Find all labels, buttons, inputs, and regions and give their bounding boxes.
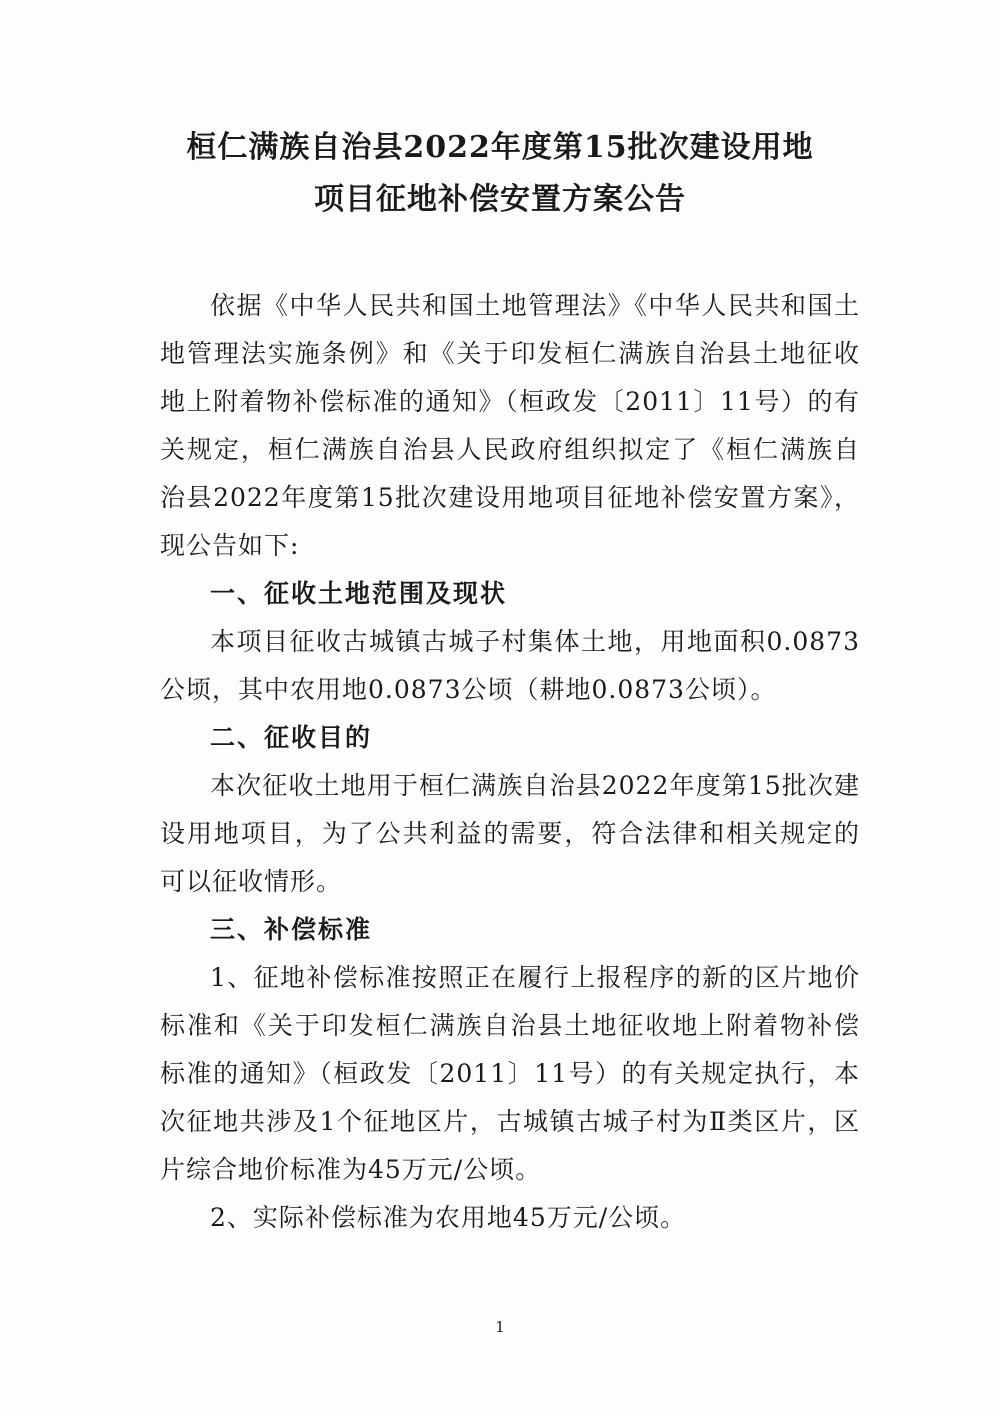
document-body (160, 282, 860, 1242)
page-number: 1 (495, 1318, 505, 1336)
intro-paragraph: 依据《中华人民共和国土地管理法》《中华人民共和国土地管理法实施条例》和《关于印发桓仁满族自治县土地征收地上附着物补偿标准的通知》（桓政发〔2011〕11号）的有关规定，桓仁满族自治县人民政府组织拟定了《桓仁满族自治县2022年度第15批次建设用地项目征地补偿安置方案》，现公告如下: (160, 291, 860, 560)
section-heading-1: 一、征收土地范围及现状 (210, 579, 508, 608)
section-3-paragraph-2: 2、实际补偿标准为农用地45万元/公顷。 (210, 1203, 687, 1232)
section-heading-3: 三、补偿标准 (210, 915, 373, 944)
section-3-paragraph-1: 1、征地补偿标准按照正在履行上报程序的新的区片地价标准和《关于印发桓仁满族自治县土地征收地上附着物补偿标准的通知》（桓政发〔2011〕11号）的有关规定执行，本次征地共涉及1个征地区片，古城镇古城子村为Ⅱ类区片，区片综合地价标准为45万元/公顷。 (160, 963, 860, 1184)
document-title-line2: 项目征地补偿安置方案公告 (314, 182, 686, 217)
section-heading-2: 二、征收目的 (210, 723, 373, 752)
document-title-line1: 桓仁满族自治县2022年度第15批次建设用地 (186, 130, 814, 165)
section-2-paragraph-1: 本次征收土地用于桓仁满族自治县2022年度第15批次建设用地项目，为了公共利益的需要，符合法律和相关规定的可以征收情形。 (160, 771, 860, 896)
section-1-paragraph-1: 本项目征收古城镇古城子村集体土地，用地面积0.0873公顷，其中农用地0.0873公顷（耕地0.0873公顷）。 (160, 627, 860, 704)
